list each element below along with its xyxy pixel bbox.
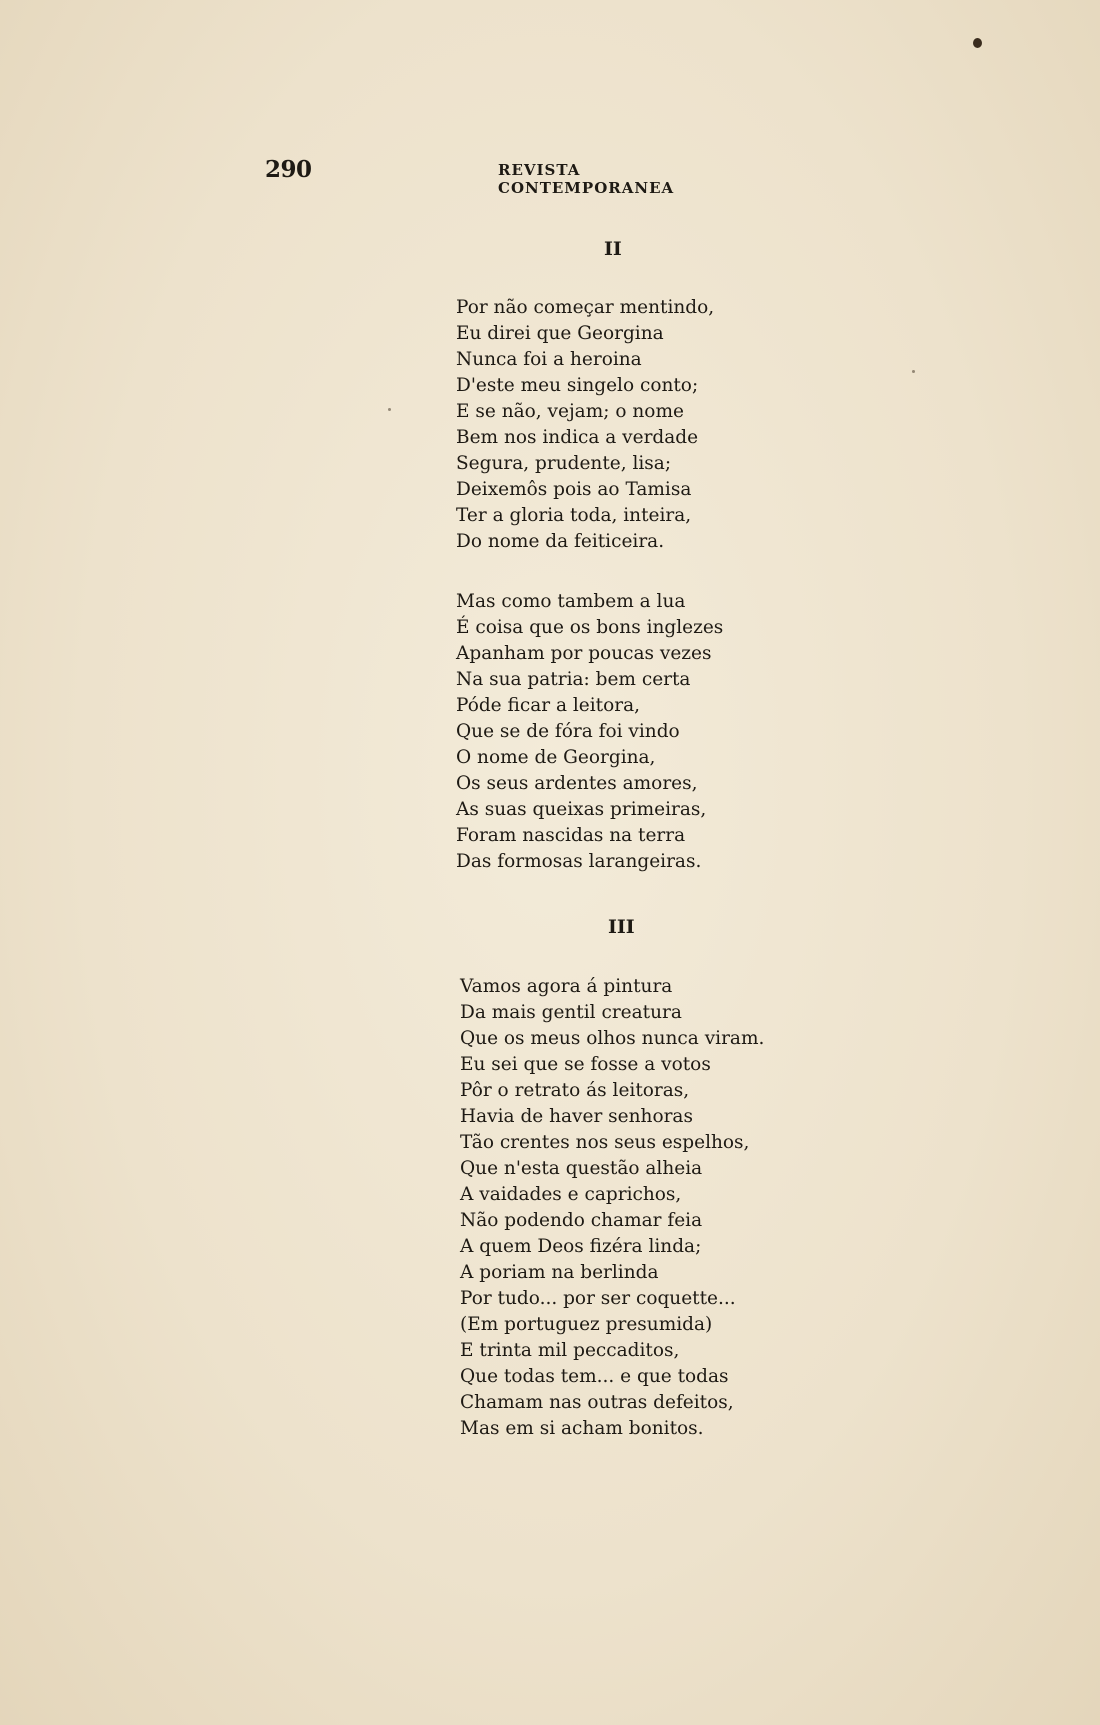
section-numeral-iii: III <box>608 916 635 938</box>
verse-line: As suas queixas primeiras, <box>456 799 707 820</box>
verse-line: Deixemôs pois ao Tamisa <box>456 479 692 500</box>
verse-line: Havia de haver senhoras <box>460 1106 693 1127</box>
verse-line: Na sua patria: bem certa <box>456 669 691 690</box>
stanza-1 <box>456 295 714 555</box>
verse-line: Segura, prudente, lisa; <box>456 453 672 474</box>
ink-speck <box>912 370 915 373</box>
verse-line: E trinta mil peccaditos, <box>460 1340 680 1361</box>
verse-line: Nunca foi a heroina <box>456 349 642 370</box>
verse-line: Por não começar mentindo, <box>456 297 715 318</box>
page-number: 290 <box>265 156 312 183</box>
verse-line: A quem Deos fizéra linda; <box>460 1236 702 1257</box>
verse-line: Não podendo chamar feia <box>460 1210 703 1231</box>
verse-line: Da mais gentil creatura <box>460 1002 682 1023</box>
ink-speck <box>388 408 391 411</box>
verse-line: É coisa que os bons inglezes <box>456 617 724 638</box>
verse-line: Mas em si acham bonitos. <box>460 1418 704 1439</box>
verse-line: Foram nascidas na terra <box>456 825 686 846</box>
verse-line: Vamos agora á pintura <box>460 976 673 997</box>
verse-line: Póde ficar a leitora, <box>456 695 640 716</box>
verse-line: Eu direi que Georgina <box>456 323 664 344</box>
verse-line: A vaidades e caprichos, <box>460 1184 682 1205</box>
verse-line: (Em portuguez presumida) <box>460 1314 713 1335</box>
verse-line: D'este meu singelo conto; <box>456 375 699 396</box>
verse-line: Tão crentes nos seus espelhos, <box>460 1132 750 1153</box>
ink-speck <box>973 38 982 48</box>
verse-line: Que todas tem... e que todas <box>460 1366 729 1387</box>
verse-line: O nome de Georgina, <box>456 747 656 768</box>
section-numeral-ii: II <box>604 238 622 260</box>
page-header <box>265 156 735 197</box>
verse-line: Ter a gloria toda, inteira, <box>456 505 692 526</box>
verse-line: E se não, vejam; o nome <box>456 401 684 422</box>
verse-line: Mas como tambem a lua <box>456 591 686 612</box>
verse-line: A poriam na berlinda <box>460 1262 659 1283</box>
verse-line: Que n'esta questão alheia <box>460 1158 703 1179</box>
verse-line: Apanham por poucas vezes <box>456 643 712 664</box>
verse-line: Que se de fóra foi vindo <box>456 721 680 742</box>
stanza-3 <box>460 974 764 1442</box>
verse-line: Por tudo... por ser coquette... <box>460 1288 736 1309</box>
verse-line: Pôr o retrato ás leitoras, <box>460 1080 690 1101</box>
verse-line: Eu sei que se fosse a votos <box>460 1054 711 1075</box>
verse-line: Chamam nas outras defeitos, <box>460 1392 734 1413</box>
running-title: REVISTA CONTEMPORANEA <box>498 161 675 197</box>
verse-line: Que os meus olhos nunca viram. <box>460 1028 765 1049</box>
verse-line: Bem nos indica a verdade <box>456 427 699 448</box>
verse-line: Das formosas larangeiras. <box>456 851 702 872</box>
verse-line: Do nome da feiticeira. <box>456 531 665 552</box>
verse-line: Os seus ardentes amores, <box>456 773 698 794</box>
stanza-2 <box>456 589 723 875</box>
